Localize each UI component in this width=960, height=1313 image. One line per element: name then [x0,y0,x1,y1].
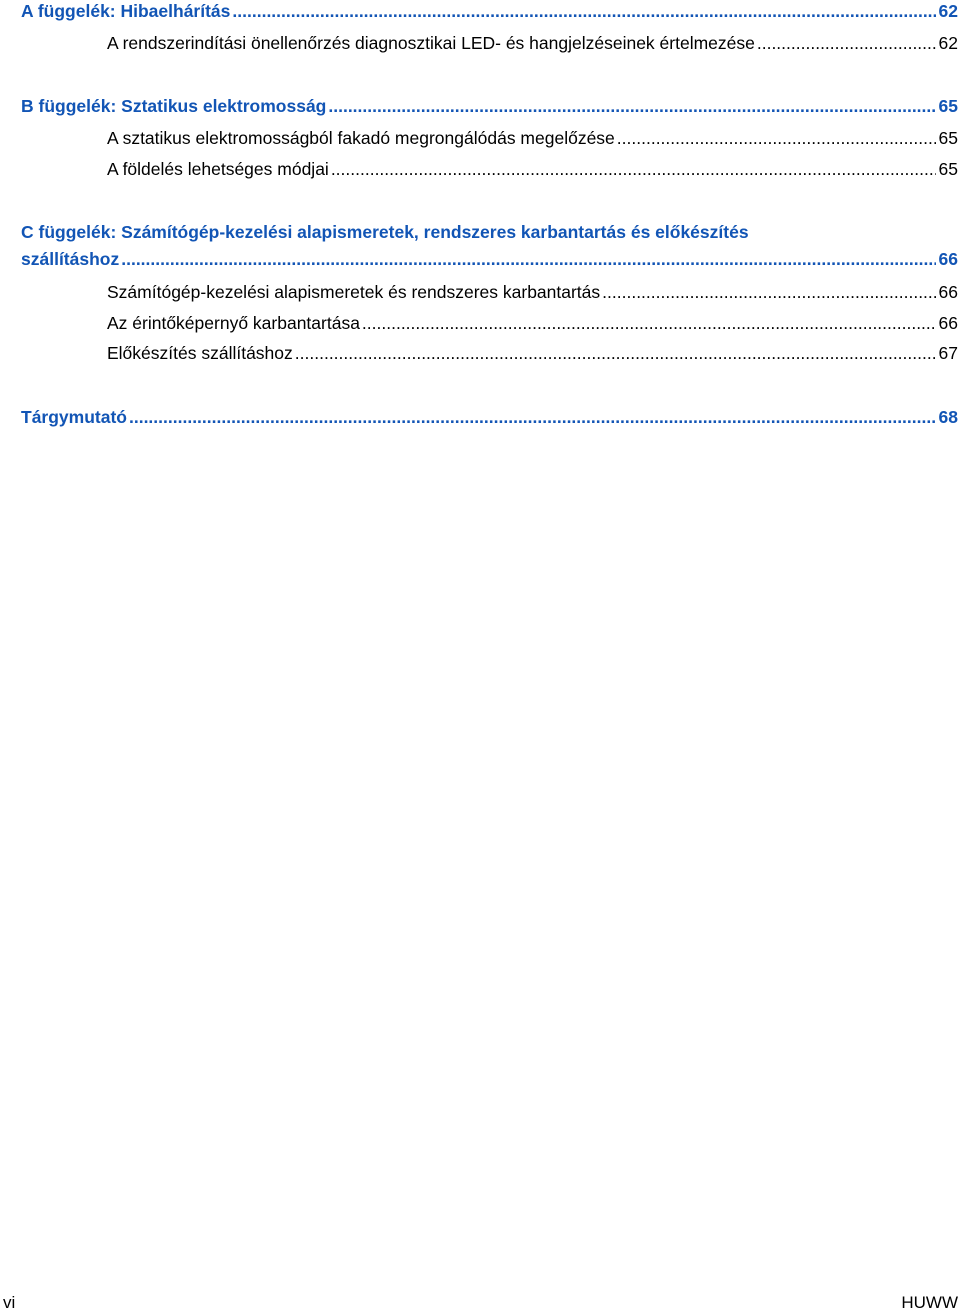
dot-leader [331,158,936,180]
toc-section-entry[interactable] [107,342,958,364]
toc-section-entry[interactable] [107,32,958,54]
toc-page-number: 62 [938,1,958,21]
dot-leader [232,0,935,22]
dot-leader [129,406,936,428]
toc-entry-label: Az érintőképernyő karbantartása [107,313,360,333]
toc-page-number: 65 [938,159,958,179]
toc-chapter-index[interactable] [21,406,958,428]
toc-chapter-appendix-b[interactable] [21,95,958,117]
toc-page-number: 67 [938,343,958,363]
dot-leader [328,95,935,117]
toc-page-number: 65 [938,128,958,148]
toc-entry-label: A rendszerindítási önellenőrzés diagnosztikai LED- és hangjelzéseinek értelmezése [107,33,755,53]
toc-entry-label: Számítógép-kezelési alapismeretek és rendszeres karbantartás [107,282,601,302]
toc-section-entry[interactable] [107,158,958,180]
dot-leader [362,312,936,334]
toc-page-number: 66 [938,282,958,302]
toc-page-number: 68 [938,407,958,427]
dot-leader [617,127,936,149]
toc-entry-label: A függelék: Hibaelhárítás [21,1,231,21]
toc-section-entry[interactable] [107,127,958,149]
toc-section-entry[interactable] [107,312,958,334]
toc-entry-label: A sztatikus elektromosságból fakadó megrongálódás megelőzése [107,128,615,148]
toc-entry-label: A földelés lehetséges módjai [107,159,329,179]
toc-section-entry[interactable] [107,281,958,303]
toc-page-number: 62 [938,33,958,53]
toc-entry-label: Előkészítés szállításhoz [107,343,293,363]
toc-entry-label-line1: C függelék: Számítógép-kezelési alapismeretek, rendszeres karbantartás és előkészítés [21,222,749,242]
toc-entry-label-line2: szállításhoz [21,249,120,269]
toc-entry-label: Tárgymutató [21,407,127,427]
toc-page-number: 66 [938,313,958,333]
dot-leader [757,32,936,54]
dot-leader [602,281,935,303]
footer-page-number: vi [3,1293,16,1312]
toc-chapter-appendix-a[interactable] [21,0,958,22]
footer-locale-code: HUWW [901,1293,958,1312]
toc-chapter-appendix-c[interactable] [21,219,958,273]
toc-page-number: 65 [938,96,958,116]
toc-entry-line2 [21,246,958,273]
toc-page-number: 66 [938,249,958,269]
dot-leader [295,342,936,364]
toc-entry-label: B függelék: Sztatikus elektromosság [21,96,327,116]
dot-leader [121,246,935,273]
